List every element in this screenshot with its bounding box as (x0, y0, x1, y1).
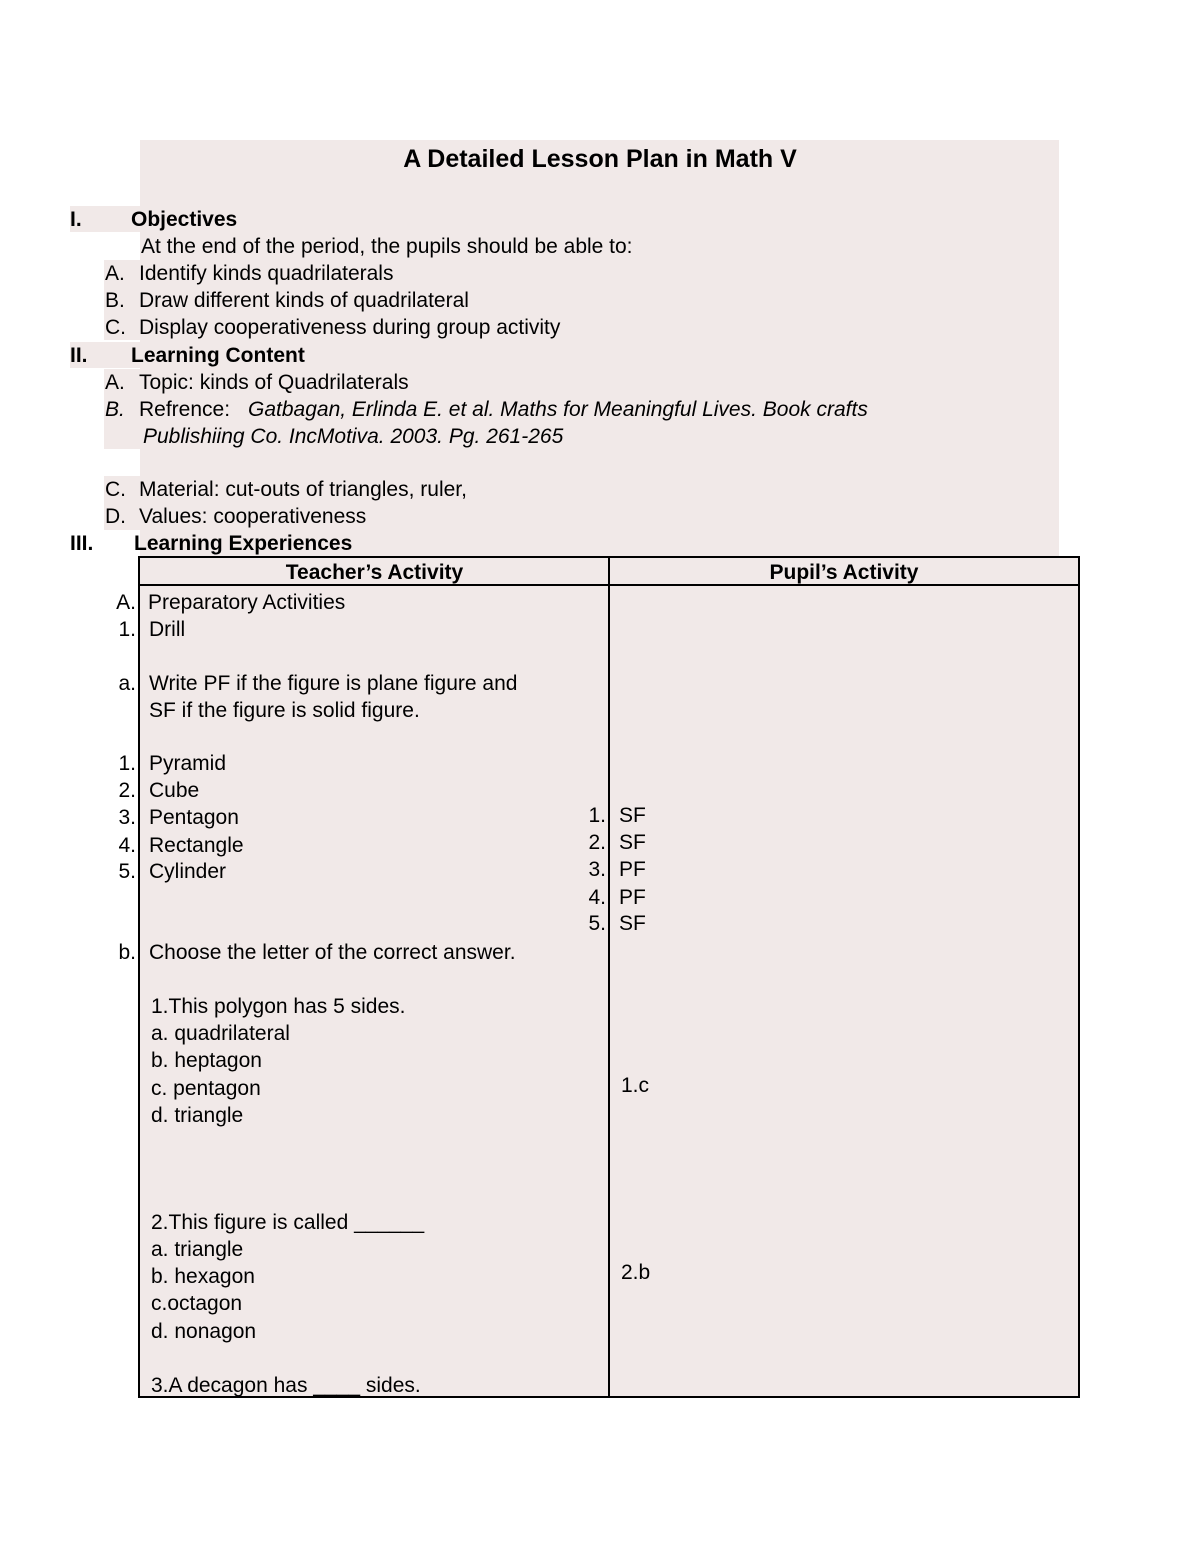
question-1: 1.This polygon has 5 sides. (151, 995, 406, 1018)
section-heading: Learning Experiences (134, 532, 353, 555)
objectives-intro: At the end of the period, the pupils should be able to: (141, 235, 633, 258)
objective-item: Draw different kinds of quadrilateral (139, 289, 469, 312)
section-heading: Objectives (131, 208, 238, 231)
list-marker: B. (105, 289, 125, 312)
row-marker: b. (118, 941, 136, 964)
row-marker: 2. (118, 779, 136, 802)
figure-item: Pentagon (149, 806, 239, 829)
content-reference: Gatbagan, Erlinda E. et al. Maths for Meaningful Lives. Book crafts (248, 398, 868, 421)
figure-item: Cylinder (149, 860, 227, 883)
row-marker: 5. (118, 860, 136, 883)
question-option: a. quadrilateral (151, 1022, 290, 1045)
question-3: 3.A decagon has ____ sides. (151, 1374, 421, 1397)
content-reference-line2: Publishiing Co. IncMotiva. 2003. Pg. 261-265 (143, 425, 564, 448)
pupil-answer-q2: 2.b (621, 1261, 651, 1284)
row-marker: 3. (118, 806, 136, 829)
question-option: d. nonagon (151, 1320, 257, 1343)
content-reference-label: Refrence: (139, 398, 231, 421)
section-number: I. (70, 208, 82, 231)
list-marker: C. (105, 316, 126, 339)
teacher-text: Drill (149, 618, 186, 641)
section-number: III. (70, 532, 94, 555)
teacher-text: Write PF if the figure is plane figure and (149, 672, 518, 695)
teacher-text: Choose the letter of the correct answer. (149, 941, 516, 964)
answer-marker: 1. (588, 804, 606, 827)
question-option: b. heptagon (151, 1049, 262, 1072)
question-option: d. triangle (151, 1104, 244, 1127)
section-number: II. (70, 344, 88, 367)
question-option: a. triangle (151, 1238, 244, 1261)
figure-item: Pyramid (149, 752, 227, 775)
section-heading: Learning Content (131, 344, 305, 367)
teacher-text: SF if the figure is solid figure. (149, 699, 420, 722)
question-option: b. hexagon (151, 1265, 255, 1288)
teacher-text: Preparatory Activities (148, 591, 346, 614)
pupil-answer-q1: 1.c (621, 1074, 650, 1097)
content-material: Material: cut-outs of triangles, ruler, (139, 478, 467, 501)
page-title: A Detailed Lesson Plan in Math V (403, 145, 797, 173)
question-option: c. pentagon (151, 1077, 261, 1100)
answer-marker: 5. (588, 912, 606, 935)
pupil-activity-header: Pupil’s Activity (769, 561, 919, 584)
objective-item: Identify kinds quadrilaterals (139, 262, 394, 285)
list-marker: A. (105, 262, 125, 285)
question-option: c.octagon (151, 1292, 243, 1315)
list-marker: A. (105, 371, 125, 394)
pupil-answer: SF (619, 912, 646, 935)
list-marker: D. (105, 505, 126, 528)
objective-item: Display cooperativeness during group activity (139, 316, 561, 339)
row-marker: A. (116, 591, 136, 614)
pupil-answer: PF (619, 886, 646, 909)
pupil-answer: PF (619, 858, 646, 881)
list-marker: C. (105, 478, 126, 501)
answer-marker: 4. (588, 886, 606, 909)
question-2: 2.This figure is called ______ (151, 1211, 425, 1234)
answer-marker: 3. (588, 858, 606, 881)
figure-item: Rectangle (149, 834, 244, 857)
row-marker: 1. (118, 618, 136, 641)
list-marker: B. (105, 398, 125, 421)
teacher-activity-header: Teacher’s Activity (285, 561, 464, 584)
row-marker: 4. (118, 834, 136, 857)
row-marker: a. (118, 672, 136, 695)
pupil-answer: SF (619, 831, 646, 854)
content-values: Values: cooperativeness (139, 505, 367, 528)
content-topic: Topic: kinds of Quadrilaterals (139, 371, 409, 394)
answer-marker: 2. (588, 831, 606, 854)
table-divider (608, 556, 610, 1398)
figure-item: Cube (149, 779, 200, 802)
row-marker: 1. (118, 752, 136, 775)
pupil-answer: SF (619, 804, 646, 827)
